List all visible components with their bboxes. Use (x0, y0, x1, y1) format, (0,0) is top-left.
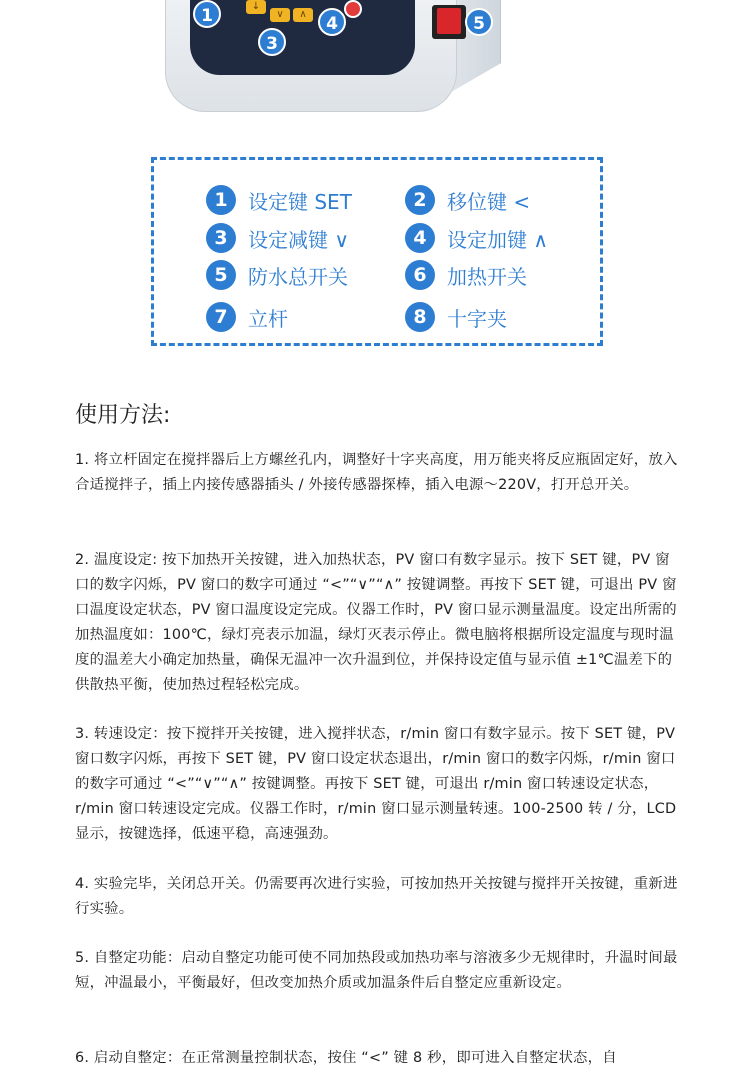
legend-label: 防水总开关 (248, 264, 348, 289)
legend-box (151, 157, 603, 346)
legend-item (206, 223, 349, 253)
callout-badge-3: 3 (258, 28, 286, 56)
legend-number: 2 (405, 185, 435, 215)
legend-item (206, 260, 348, 290)
instruction-paragraph-1: 1. 将立杆固定在搅拌器后上方螺丝孔内，调整好十字夹高度，用万能夹将反应瓶固定好，放入合适搅拌子，插上内接传感器插头 / 外接传感器探棒，插入电源～220V，打开总开关。 (75, 452, 678, 493)
legend-number: 8 (405, 302, 435, 332)
legend-item (405, 185, 530, 215)
legend-label: 加热开关 (447, 264, 527, 289)
device-rocker-switch (437, 8, 461, 34)
legend-item (405, 260, 527, 290)
legend-number: 6 (405, 260, 435, 290)
instructions-heading: 使用方法: (75, 403, 171, 428)
legend-number: 3 (206, 223, 236, 253)
instruction-paragraph-2: 2. 温度设定: 按下加热开关按键，进入加热状态，PV 窗口有数字显示。按下 SET 键，PV 窗口的数字闪烁，PV 窗口的数字可通过 “<”“∨”“∧” 按键调整。再按下 SET 键，可退出 PV 窗口温度设定状态，PV 窗口温度设定完成。仪器工作时，PV 窗口显示测量温度。设定出所需的加热温度如：100℃，绿灯亮表示加温，绿灯灭表示停止。微电脑将根据所设定温度与现时温度的温差大小确定加热量，确保无温冲一次升温到位，并保持设定值与显示值 ±1℃温差下的供散热平衡，使加热过程轻松完成。 (75, 552, 677, 693)
device-illustration (0, 0, 750, 135)
legend-number: 5 (206, 260, 236, 290)
instruction-paragraph-6: 6. 启动自整定：在正常测量控制状态，按住 “<” 键 8 秒，即可进入自整定状态，自 (75, 1050, 617, 1066)
device-key-2: ∨ (270, 8, 290, 22)
device-key-3: ∧ (293, 8, 313, 22)
device-key-1: ↓ (246, 0, 266, 14)
legend-item (206, 302, 288, 332)
legend-label: 立杆 (248, 306, 288, 331)
legend-label: 设定减键 ∨ (248, 227, 349, 252)
legend-label: 移位键 < (447, 189, 531, 214)
instruction-paragraph-4: 4. 实验完毕，关闭总开关。仍需要再次进行实验，可按加热开关按键与搅拌开关按键，重新进行实验。 (75, 876, 678, 917)
legend-label: 设定加键 ∧ (447, 227, 548, 252)
legend-label: 设定键 SET (248, 189, 352, 214)
legend-item (206, 185, 352, 215)
callout-badge-4: 4 (318, 8, 346, 36)
instruction-paragraph-3: 3. 转速设定：按下搅拌开关按键，进入搅拌状态，r/min 窗口有数字显示。按下 SET 键，PV 窗口数字闪烁，再按下 SET 键，PV 窗口设定状态退出，r/min 窗口的数字闪烁，r/min 窗口的数字可通过 “<”“∨”“∧” 按键调整。再按下 SET 键，可退出 r/min 窗口转速设定状态，r/min 窗口转速设定完成。仪器工作时，r/min 窗口显示测量转速。100-2500 转 / 分，LCD 显示，按键选择，低速平稳，高速强劲。 (75, 726, 677, 842)
legend-item (405, 302, 507, 332)
device-power-button (344, 0, 362, 18)
callout-badge-1: 1 (193, 0, 221, 28)
legend-number: 1 (206, 185, 236, 215)
callout-badge-5: 5 (465, 8, 493, 36)
instruction-paragraph-5: 5. 自整定功能：启动自整定功能可使不同加热段或加热功率与溶液多少无规律时，升温时间最短，冲温最小，平衡最好，但改变加热介质或加温条件后自整定应重新设定。 (75, 950, 678, 991)
legend-number: 4 (405, 223, 435, 253)
legend-item (405, 223, 548, 253)
legend-label: 十字夹 (447, 306, 507, 331)
legend-number: 7 (206, 302, 236, 332)
